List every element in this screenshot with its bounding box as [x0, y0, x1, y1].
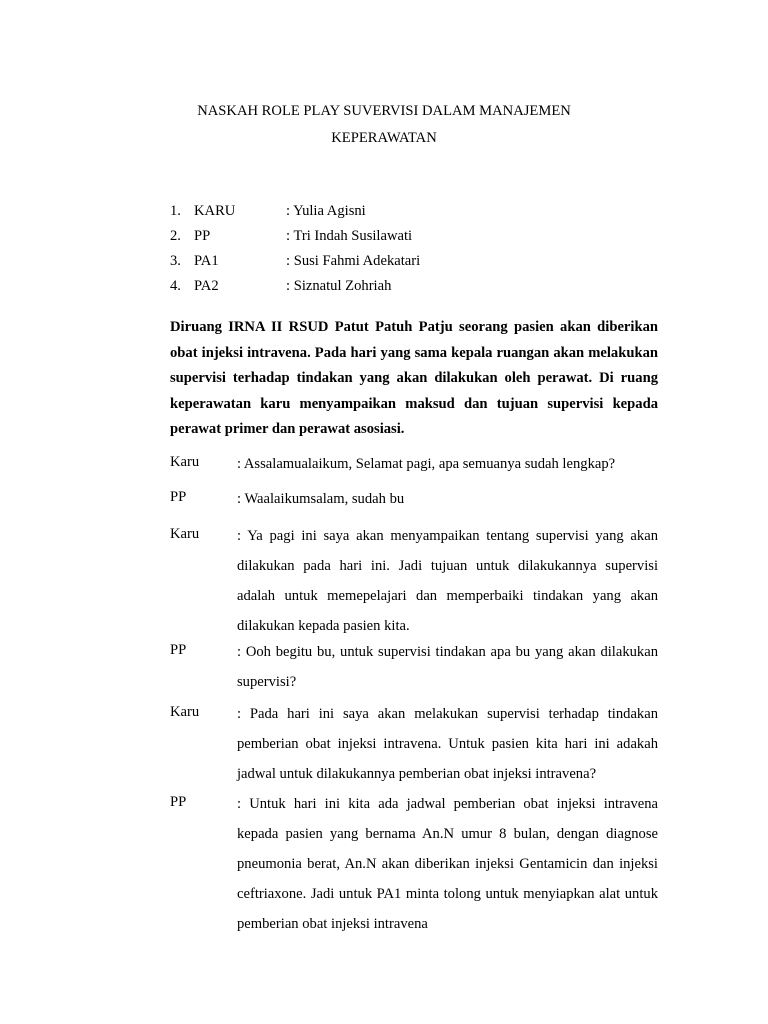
dialog-text: : Untuk hari ini kita ada jadwal pemberian obat injeksi intravena kepada pasien yang bernama An.N umur 8 bulan, dengan diagnose pneumonia berat, An.N akan diberikan injeksi Gentamicin dan injeksi ceftriaxone. Jadi untuk PA1 minta tolong untuk menyiapkan alat untuk pemberian obat injeksi intravena — [237, 796, 658, 932]
scenario-text: Diruang IRNA II RSUD Patut Patuh Patju seorang pasien akan diberikan obat injeksi intravena. Pada hari yang sama kepala ruangan akan melakukan supervisi terhadap tindakan yang akan dilakukan oleh perawat. Di ruang keperawatan karu menyampaikan maksud dan tujuan supervisi kepada perawat primer dan perawat asosiasi. — [170, 319, 658, 437]
participant-role: KARU — [194, 203, 236, 219]
participant-name: : Yulia Agisni — [286, 203, 366, 219]
participant-row — [170, 276, 650, 301]
dialog-speaker: PP — [170, 489, 187, 505]
dialog-text: : Pada hari ini saya akan melakukan supervisi terhadap tindakan pemberian obat injeksi intravena. Untuk pasien kita hari ini adakah jadwal untuk dilakukannya pemberian obat injeksi intravena? — [237, 706, 658, 782]
participant-row — [170, 251, 650, 276]
dialog-text: : Ooh begitu bu, untuk supervisi tindakan apa bu yang akan dilakukan supervisi? — [237, 644, 658, 690]
dialog-speaker: Karu — [170, 704, 200, 720]
participant-number: 3. — [170, 253, 181, 269]
participant-role: PA1 — [194, 253, 219, 269]
document-title-line-1: NASKAH ROLE PLAY SUVERVISI DALAM MANAJEMEN — [197, 103, 571, 119]
dialog-text: : Ya pagi ini saya akan menyampaikan tentang supervisi yang akan dilakukan pada hari ini. Jadi tujuan untuk dilakukannya supervisi adalah untuk memepelajari dan memperbaiki tindakan yang akan dilakukan kepada pasien kita. — [237, 528, 658, 634]
dialog-speaker: Karu — [170, 454, 200, 470]
dialog-speaker: Karu — [170, 526, 200, 542]
dialog-text: : Waalaikumsalam, sudah bu — [237, 491, 405, 507]
dialog-speaker: PP — [170, 642, 187, 658]
participant-number: 4. — [170, 278, 181, 294]
participant-row — [170, 201, 650, 226]
participant-name: : Tri Indah Susilawati — [286, 228, 413, 244]
participant-list — [170, 201, 650, 301]
participant-name: : Siznatul Zohriah — [286, 278, 392, 294]
participant-name: : Susi Fahmi Adekatari — [286, 253, 421, 269]
scenario-paragraph — [170, 315, 658, 443]
participant-number: 1. — [170, 203, 181, 219]
participant-role: PP — [194, 228, 211, 244]
participant-role: PA2 — [194, 278, 219, 294]
dialog-speaker: PP — [170, 794, 187, 810]
document-title-line-2: KEPERAWATAN — [331, 130, 437, 146]
participant-number: 2. — [170, 228, 181, 244]
dialog-text: : Assalamualaikum, Selamat pagi, apa semuanya sudah lengkap? — [237, 456, 616, 472]
participant-row — [170, 226, 650, 251]
